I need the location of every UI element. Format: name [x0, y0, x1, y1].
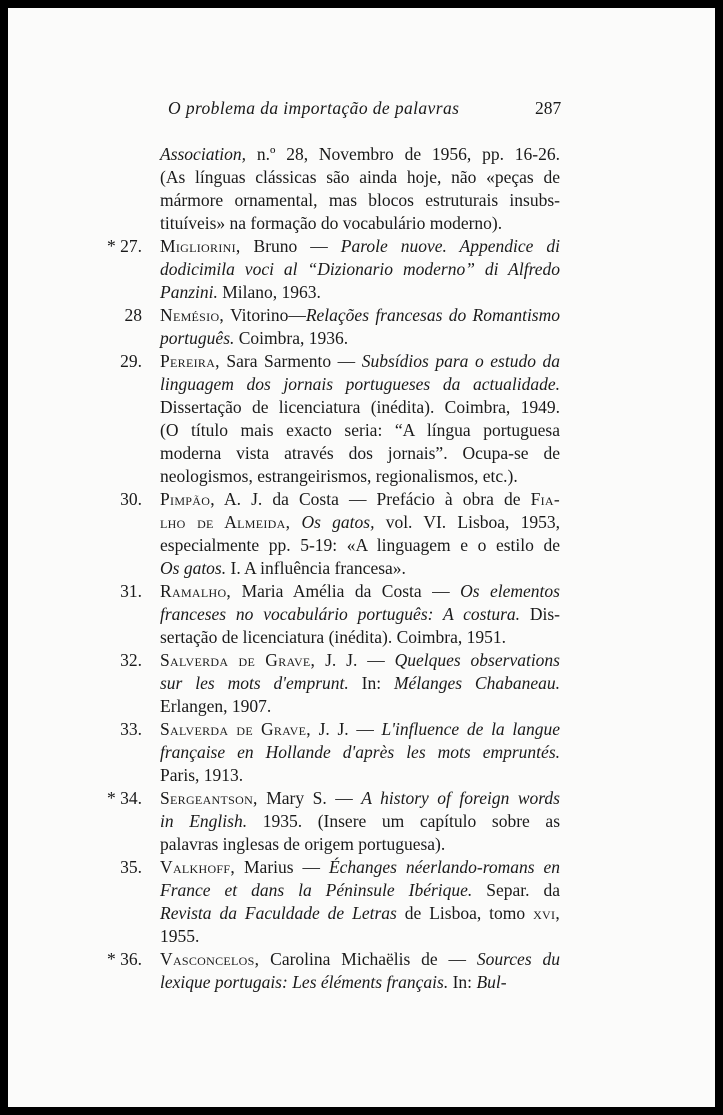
- title-text: Quelques observations: [394, 650, 560, 670]
- title-text: Os elementos: [460, 581, 560, 601]
- book-page: [8, 8, 715, 1107]
- entry-number: 29.: [120, 351, 142, 371]
- entry-line: [160, 557, 560, 580]
- entry-line: [160, 327, 560, 350]
- entry-line: [160, 465, 560, 488]
- entry-text: 1955.: [160, 926, 200, 946]
- entry-line: [160, 948, 560, 971]
- bibliography-entry: [8, 235, 715, 304]
- bibliography-entry: [8, 488, 715, 580]
- entry-text: Erlangen, 1907.: [160, 696, 272, 716]
- entry-text: Vitorino—: [224, 305, 306, 325]
- entry-line: [160, 281, 560, 304]
- entry-text: Carolina Michaëlis de —: [259, 949, 477, 969]
- bibliography-list: [8, 143, 715, 994]
- entry-text: Paris, 1913.: [160, 765, 244, 785]
- title-text: Subsídios para o estudo da: [361, 351, 560, 371]
- entry-line: [160, 580, 560, 603]
- author-name: Fia-: [530, 489, 560, 509]
- entry-line: [160, 810, 560, 833]
- title-text: português.: [160, 328, 235, 348]
- entry-number: 30.: [120, 489, 142, 509]
- entry-line: [160, 350, 560, 373]
- entry-text: A. J. da Costa — Prefácio à obra de: [214, 489, 531, 509]
- entry-text: Coimbra, 1936.: [234, 328, 349, 348]
- entry-line: [160, 695, 560, 718]
- title-text: Échanges néerlando-romans en: [328, 857, 560, 877]
- entry-text: J. J. —: [315, 650, 395, 670]
- entry-line: [160, 741, 560, 764]
- title-text: France et dans la Péninsule Ibérique.: [160, 880, 473, 900]
- bibliography-entry: [8, 649, 715, 718]
- bibliography-entry: [8, 856, 715, 948]
- entry-text: In:: [448, 972, 477, 992]
- entry-text: n.º 28, Novembro de 1956, pp. 16-26.: [246, 144, 560, 164]
- author-name: Pereira,: [160, 351, 220, 371]
- bibliography-entry: [8, 580, 715, 649]
- entry-line: [160, 212, 560, 235]
- entry-text: mármore ornamental, mas blocos estruturais insubs-: [160, 190, 560, 210]
- author-name: Salverda de Grave,: [160, 719, 311, 739]
- entry-line: [160, 764, 560, 787]
- entry-line: [160, 833, 560, 856]
- entry-text: de Lisboa, tomo: [396, 903, 534, 923]
- entry-text: Dissertação de licenciatura (inédita). Coimbra, 1949.: [160, 397, 560, 417]
- title-text: dodicimila voci al “Dizionario moderno” di Alfredo: [160, 259, 560, 279]
- entry-line: [160, 304, 560, 327]
- entry-line: [160, 488, 560, 511]
- entry-number: * 36.: [107, 949, 142, 969]
- entry-line: [160, 925, 560, 948]
- entry-text: Maria Amélia da Costa —: [231, 581, 461, 601]
- author-name: Valkhoff,: [160, 857, 236, 877]
- running-title: O problema da importação de palavras: [168, 98, 460, 118]
- bibliography-entry: [8, 718, 715, 787]
- entry-line: [160, 718, 560, 741]
- title-text: Panzini.: [160, 282, 218, 302]
- author-name: Sergeantson,: [160, 788, 258, 808]
- entry-number: 28: [124, 305, 142, 325]
- entry-text: [290, 512, 301, 532]
- title-text: Relações francesas do Romantismo: [305, 305, 560, 325]
- title-text: Bul-: [476, 972, 507, 992]
- author-name: xvi,: [533, 903, 560, 923]
- title-text: Mélanges Chabaneau.: [393, 673, 560, 693]
- entry-line: [160, 396, 560, 419]
- entry-line: [160, 879, 560, 902]
- author-name: Vasconcelos,: [160, 949, 260, 969]
- entry-line: [160, 649, 560, 672]
- entry-text: In:: [348, 673, 394, 693]
- entry-text: (O título mais exacto seria: “A língua portuguesa: [160, 420, 560, 440]
- entry-text: neologismos, estrangeirismos, regionalismos, etc.).: [160, 466, 518, 486]
- entry-text: Bruno —: [240, 236, 341, 256]
- entry-line: [160, 373, 560, 396]
- entry-line: [160, 258, 560, 281]
- author-name: Salverda de Grave,: [160, 650, 316, 670]
- title-text: Sources du: [476, 949, 560, 969]
- entry-number: 35.: [120, 857, 142, 877]
- page-number: 287: [535, 98, 562, 118]
- entry-text: I. A influência francesa».: [226, 558, 406, 578]
- entry-line: [160, 166, 560, 189]
- entry-text: Marius —: [235, 857, 329, 877]
- entry-text: vol. VI. Lisboa, 1953,: [374, 512, 560, 532]
- entry-text: moderna vista através dos jornais”. Ocupa-se de: [160, 443, 560, 463]
- author-name: Nemésio,: [160, 305, 225, 325]
- author-name: Pimpão,: [160, 489, 215, 509]
- entry-text: 1935. (Insere um capítulo sobre as: [247, 811, 560, 831]
- title-text: in English.: [160, 811, 248, 831]
- entry-number: 32.: [120, 650, 142, 670]
- entry-text: palavras inglesas de origem portuguesa).: [160, 834, 446, 854]
- title-text: française en Hollande d'après les mots empruntés.: [160, 742, 560, 762]
- bibliography-entry: [8, 948, 715, 994]
- entry-line: [160, 419, 560, 442]
- author-name: Ramalho,: [160, 581, 232, 601]
- entry-text: J. J. —: [310, 719, 382, 739]
- entry-text: Dis-: [520, 604, 560, 624]
- title-text: sur les mots d'emprunt.: [160, 673, 349, 693]
- entry-line: [160, 189, 560, 212]
- title-text: Parole nuove. Appendice di: [340, 236, 561, 256]
- title-text: Os gatos,: [301, 512, 375, 532]
- bibliography-entry: [8, 304, 715, 350]
- entry-text: (As línguas clássicas são ainda hoje, não «peças de: [160, 167, 560, 187]
- entry-number: 31.: [120, 581, 142, 601]
- entry-line: [160, 856, 560, 879]
- entry-number: * 34.: [107, 788, 142, 808]
- entry-text: Separ. da: [472, 880, 560, 900]
- title-text: Os gatos.: [160, 558, 227, 578]
- entry-text: Milano, 1963.: [217, 282, 321, 302]
- entry-line: [160, 442, 560, 465]
- entry-number: * 27.: [107, 236, 142, 256]
- author-name: lho de Almeida,: [160, 512, 291, 532]
- entry-text: sertação de licenciatura (inédita). Coimbra, 1951.: [160, 627, 506, 647]
- title-text: L'influence de la langue: [381, 719, 561, 739]
- title-text: linguagem dos jornais portugueses da actualidade.: [160, 374, 560, 394]
- entry-line: [160, 511, 560, 534]
- author-name: Migliorini,: [160, 236, 241, 256]
- entry-line: [160, 534, 560, 557]
- entry-number: 33.: [120, 719, 142, 739]
- entry-text: especialmente pp. 5-19: «A linguagem e o estilo de: [160, 535, 560, 555]
- entry-line: [160, 235, 560, 258]
- title-text: lexique portugais: Les éléments français.: [160, 972, 449, 992]
- title-text: Association,: [160, 144, 247, 164]
- bibliography-entry: [8, 350, 715, 488]
- entry-line: [160, 672, 560, 695]
- title-text: A history of foreign words: [361, 788, 560, 808]
- entry-text: tituíveis» na formação do vocabulário moderno).: [160, 213, 503, 233]
- page-header: [8, 98, 715, 124]
- entry-line: [160, 971, 560, 994]
- entry-line: [160, 902, 560, 925]
- title-text: Revista da Faculdade de Letras: [160, 903, 397, 923]
- entry-line: [160, 143, 560, 166]
- bibliography-entry: [8, 143, 715, 235]
- entry-line: [160, 626, 560, 649]
- entry-text: Sara Sarmento —: [219, 351, 362, 371]
- bibliography-entry: [8, 787, 715, 856]
- entry-text: Mary S. —: [257, 788, 362, 808]
- title-text: franceses no vocabulário português: A costura.: [160, 604, 521, 624]
- entry-line: [160, 603, 560, 626]
- entry-line: [160, 787, 560, 810]
